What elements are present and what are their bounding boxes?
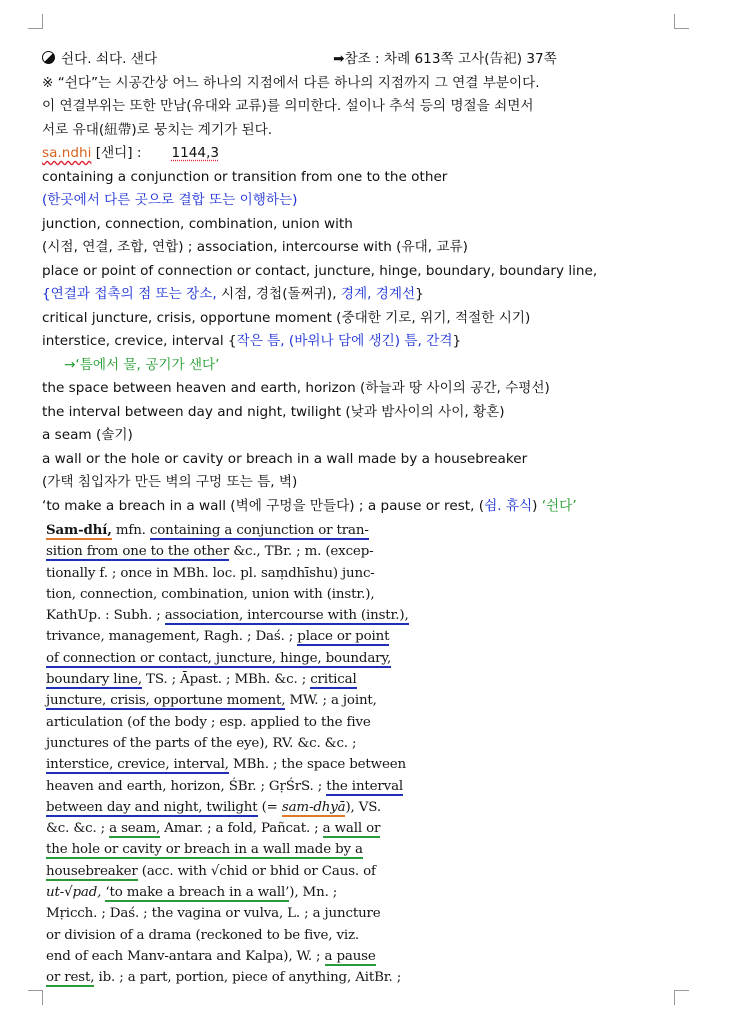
scan-line	[46, 797, 452, 818]
definition-segment: 작은 틈, (바위나 담에 생긴) 틈, 간격	[236, 333, 453, 349]
definition-segment: 쉼. 휴식	[484, 497, 533, 514]
scan-segment: heaven and earth, horizon, ŚBr. ; GṛŚrS. ;	[46, 778, 327, 794]
scan-segment: ut-√pad,	[46, 885, 106, 901]
page-title: 쉰다. 쇠다. 샌다	[61, 51, 158, 67]
dictionary-scan-excerpt	[46, 520, 452, 989]
definition-line: junction, connection, combination, union with	[42, 215, 353, 232]
scan-segment: trivance, management, Ragh. ; Daś. ;	[46, 629, 298, 645]
scan-segment: the hole or cavity or breach in a wall made by a	[46, 842, 363, 858]
scan-line	[46, 541, 452, 562]
scan-segment: interstice, crevice, interval,	[46, 757, 229, 773]
scan-line	[46, 520, 452, 541]
definition-segment: }	[415, 286, 424, 302]
crop-mark-bottom-right	[674, 990, 689, 1005]
scan-headword: Sam-dhí,	[46, 522, 112, 538]
note-line-1: ※ “쉰다”는 시공간상 어느 하나의 지점에서 다른 하나의 지점까지 그 연결 부분이다.	[42, 74, 540, 91]
crop-mark-top-left	[28, 14, 43, 29]
scan-line: tion, connection, combination, union with (instr.),	[46, 586, 375, 602]
definition-segment: 시점, 경첩(돌쩌귀),	[216, 286, 341, 302]
scan-line	[46, 967, 452, 988]
scan-segment: or rest,	[46, 970, 95, 986]
scan-segment: ), VS.	[345, 799, 381, 815]
scan-line	[46, 605, 452, 626]
scan-line: junctures of the parts of the eye), RV. &c. &c. ;	[46, 735, 357, 751]
scan-line	[46, 690, 452, 711]
definition-line: the interval between day and night, twilight (낮과 밤사이의 사이, 황혼)	[42, 403, 505, 420]
scan-segment: mfn.	[111, 523, 150, 538]
scan-segment: a wall or	[322, 821, 381, 837]
scan-line	[46, 882, 452, 903]
definition-segment: )	[532, 497, 542, 514]
scan-segment: ), Mn. ;	[289, 885, 338, 901]
entry-page: 1144,3	[171, 145, 220, 161]
scan-segment: place or point	[297, 629, 390, 645]
definition-line	[42, 283, 682, 307]
scan-line	[46, 754, 452, 775]
definition-segment: interstice, crevice, interval {	[42, 333, 237, 349]
definition-line	[42, 330, 682, 354]
scan-line	[46, 818, 452, 839]
arrow-note: →‘틈에서 물, 공기가 샌다’	[64, 356, 220, 373]
definition-segment: 경계, 경계선	[340, 286, 416, 302]
scan-segment: (=	[257, 799, 282, 815]
definition-line: a seam (솔기)	[42, 427, 133, 443]
scan-line	[46, 669, 452, 690]
definition-line: (한곳에서 다른 곳으로 결합 또는 이행하는)	[42, 192, 298, 208]
scan-segment: (acc. with √chid or bhid or Caus. of	[137, 863, 376, 879]
scan-segment: sam-dhyā	[281, 799, 346, 815]
definition-segment: }	[452, 333, 462, 349]
scan-line	[46, 946, 452, 967]
scan-segment: &c., TBr. ; m. (excep-	[229, 544, 374, 560]
scan-line	[46, 626, 452, 647]
definition-line: (가택 침입자가 만든 벽의 구멍 또는 틈, 벽)	[42, 474, 298, 490]
header-line	[42, 48, 682, 72]
scan-segment: TS. ; Āpast. ; MBh. &c. ;	[141, 672, 311, 688]
crop-mark-bottom-left	[28, 990, 43, 1005]
definition-segment: {연결과 접촉의 점 또는 장소,	[42, 286, 217, 302]
scan-segment: housebreaker	[46, 863, 138, 879]
document-body	[42, 48, 682, 518]
reference-note: ➡참조 : 차례 613쪽 고사(告祀) 37쪽	[333, 51, 557, 67]
scan-segment: a seam,	[109, 821, 161, 837]
crop-mark-top-right	[674, 14, 689, 29]
scan-segment: MBh. ; the space between	[228, 757, 406, 773]
definition-line: a wall or the hole or cavity or breach in a wall made by a housebreaker	[42, 450, 528, 467]
entry-word: sa.ndhi	[42, 145, 92, 161]
scan-segment: boundary line,	[46, 672, 142, 688]
half-moon-icon	[42, 51, 55, 64]
definition-line: place or point of connection or contact, juncture, hinge, boundary, boundary line,	[42, 262, 598, 279]
scan-segment: critical	[310, 672, 357, 688]
scan-line: tionally f. ; once in MBh. loc. pl. saṃdhīshu) junc-	[46, 565, 375, 581]
entry-line	[42, 142, 682, 166]
scan-segment: between day and night, twilight	[46, 799, 258, 815]
definition-line: (시점, 연결, 조합, 연합) ; association, intercourse with (유대, 교류)	[42, 239, 468, 255]
scan-line	[46, 776, 452, 797]
scan-segment: MW. ; a joint,	[285, 693, 377, 709]
scan-segment: the interval	[326, 778, 404, 794]
scan-segment: end of each Manv-antara and Kalpa), W. ;	[46, 948, 325, 964]
scan-segment: Amar. ; a fold, Pañcat. ;	[160, 821, 323, 837]
scan-line: Mṛicch. ; Daś. ; the vagina or vulva, L. ; a juncture	[46, 906, 381, 922]
scan-line	[46, 839, 452, 860]
scan-segment: juncture, crisis, opportune moment,	[46, 693, 286, 709]
scan-segment: KathUp. : Subh. ;	[46, 608, 165, 624]
entry-hangul: [샌디] :	[95, 145, 142, 161]
scan-segment: ib. ; a part, portion, piece of anything, AitBr. ;	[94, 970, 402, 986]
scan-segment: &c. &c. ;	[46, 821, 110, 837]
scan-segment: of connection or contact, juncture, hinge, boundary,	[46, 650, 392, 666]
scan-line: or division of a drama (reckoned to be five, viz.	[46, 927, 360, 943]
scan-line	[46, 648, 452, 669]
definition-line: the space between heaven and earth, horizon (하늘과 땅 사이의 공간, 수평선)	[42, 380, 550, 396]
scan-segment: association, intercourse with (instr.),	[164, 608, 409, 624]
definition-segment: ‘to make a breach in a wall (벽에 구멍을 만들다) ; a pause or rest, (	[42, 497, 485, 514]
note-line-3: 서로 유대(紐帶)로 뭉치는 계기가 된다.	[42, 121, 273, 138]
scan-segment: containing a conjunction or tran-	[149, 523, 369, 538]
definition-line: containing a conjunction or transition from one to the other	[42, 168, 448, 185]
note-line-2: 이 연결부위는 또한 만남(유대와 교류)를 의미한다. 설이나 추석 등의 명절을 쇠면서	[42, 98, 534, 114]
scan-line: articulation (of the body ; esp. applied to the five	[46, 714, 371, 730]
definition-line: critical juncture, crisis, opportune moment (중대한 기로, 위기, 적절한 시기)	[42, 309, 531, 326]
scan-line	[46, 861, 452, 882]
scan-segment: sition from one to the other	[46, 544, 230, 560]
scan-segment: ‘to make a breach in a wall’	[105, 885, 290, 901]
definition-line	[42, 495, 682, 519]
definition-segment: ‘쉰다’	[541, 497, 577, 514]
scan-segment: a pause	[324, 948, 376, 964]
